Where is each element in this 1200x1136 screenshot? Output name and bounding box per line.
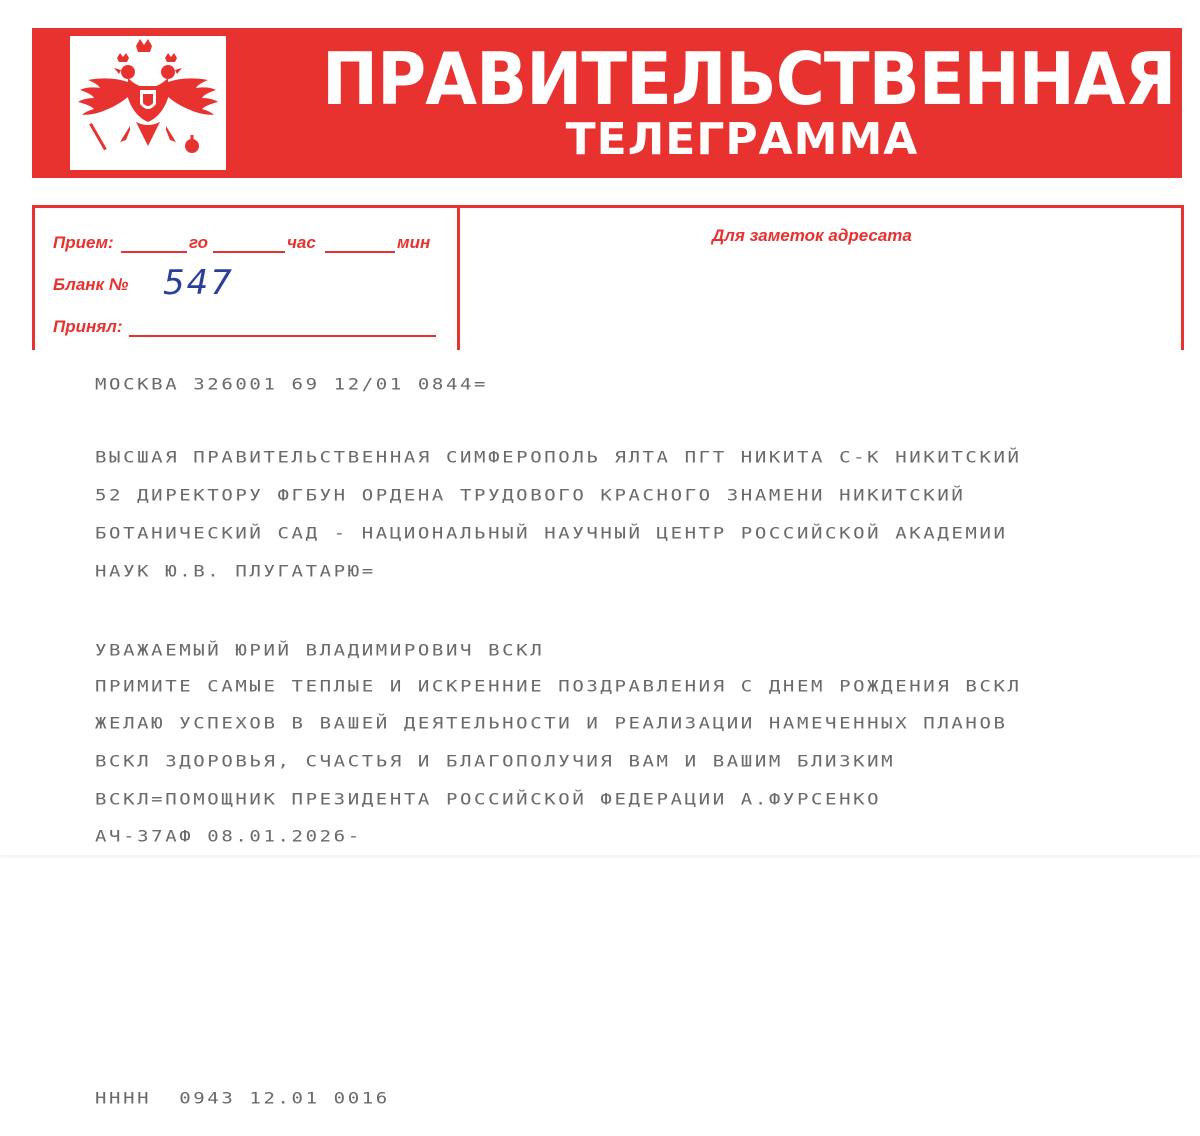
coat-of-arms-box <box>70 36 226 170</box>
received-hour-line <box>213 251 285 253</box>
footer-line: НННН 0943 12.01 0016 <box>95 1089 390 1108</box>
body-line-3: ЖЕЛАЮ УСПЕХОВ В ВАШЕЙ ДЕЯТЕЛЬНОСТИ И РЕАЛИЗАЦИИ НАМЕЧЕННЫХ ПЛАНОВ <box>95 714 1008 733</box>
body-line-2: ПРИМИТЕ САМЫЕ ТЕПЛЫЕ И ИСКРЕННИЕ ПОЗДРАВЛЕНИЯ С ДНЕМ РОЖДЕНИЯ ВСКЛ <box>95 677 1022 696</box>
accepted-line <box>129 335 436 337</box>
address-line-2: 52 ДИРЕКТОРУ ФГБУН ОРДЕНА ТРУДОВОГО КРАСНОГО ЗНАМЕНИ НИКИТСКИЙ <box>95 486 966 505</box>
notes-area <box>460 208 1181 368</box>
received-go-label: го <box>189 233 209 252</box>
notes-label: Для заметок адресата <box>712 226 912 245</box>
double-headed-eagle-icon <box>70 36 226 170</box>
blank-number-value: 547 <box>163 263 234 303</box>
banner-subtitle: ТЕЛЕГРАММА <box>565 114 919 165</box>
body-line-1: УВАЖАЕМЫЙ ЮРИЙ ВЛАДИМИРОВИЧ ВСКЛ <box>95 641 545 660</box>
origin-line: МОСКВА 326001 69 12/01 0844= <box>95 375 489 394</box>
received-min-label: мин <box>397 233 431 252</box>
blank-number-label: Бланк № <box>53 275 129 294</box>
telegram-tape <box>0 350 1200 855</box>
received-min-line <box>325 251 395 253</box>
received-label: Прием: <box>53 233 114 252</box>
accepted-label: Принял: <box>53 317 123 336</box>
body-line-4: ВСКЛ ЗДОРОВЬЯ, СЧАСТЬЯ И БЛАГОПОЛУЧИЯ ВАМ И ВАШИМ БЛИЗКИМ <box>95 752 896 771</box>
signature-code-line: АЧ-37АФ 08.01.2026- <box>95 827 362 846</box>
address-line-1: ВЫСШАЯ ПРАВИТЕЛЬСТВЕННАЯ СИМФЕРОПОЛЬ ЯЛТА ПГТ НИКИТА С-К НИКИТСКИЙ <box>95 448 1022 467</box>
banner-title: ПРАВИТЕЛЬСТВЕННАЯ <box>322 37 1176 121</box>
header-banner <box>32 28 1182 178</box>
received-hour-label: час <box>287 233 316 252</box>
address-line-4: НАУК Ю.В. ПЛУГАТАРЮ= <box>95 562 376 581</box>
reception-form <box>32 205 1184 368</box>
address-line-3: БОТАНИЧЕСКИЙ САД - НАЦИОНАЛЬНЫЙ НАУЧНЫЙ ЦЕНТР РОССИЙСКОЙ АКАДЕМИИ <box>95 524 1008 543</box>
body-line-5: ВСКЛ=ПОМОЩНИК ПРЕЗИДЕНТА РОССИЙСКОЙ ФЕДЕРАЦИИ А.ФУРСЕНКО <box>95 790 882 809</box>
received-day-line <box>121 251 187 253</box>
